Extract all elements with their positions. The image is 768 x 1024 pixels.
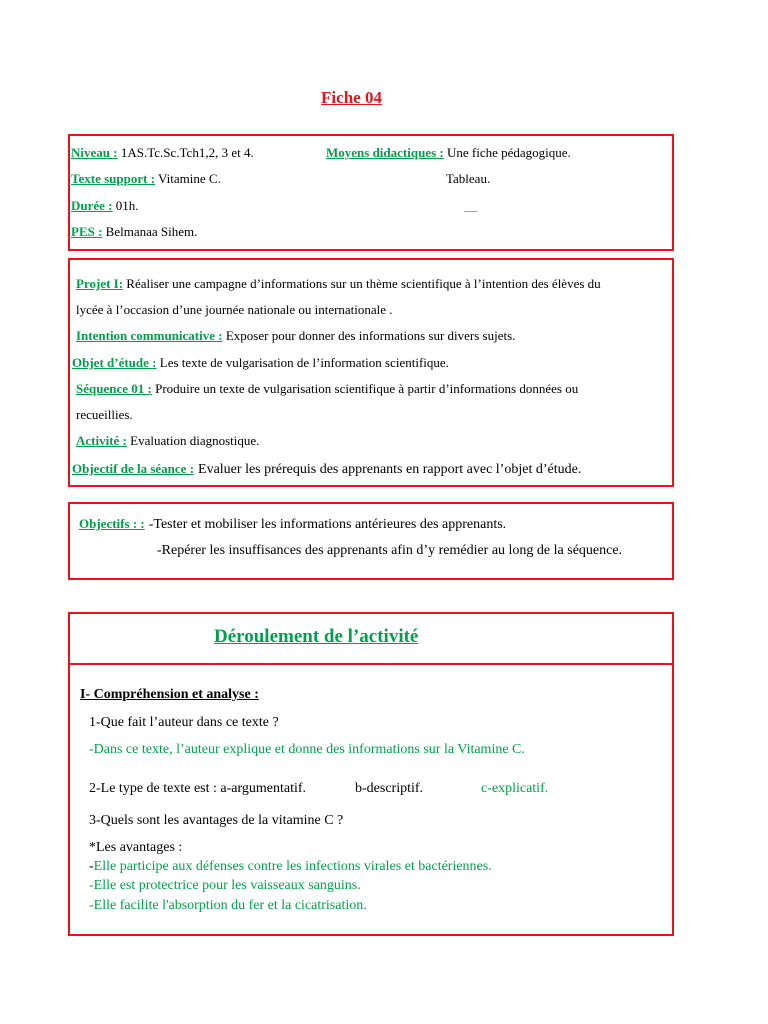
sequence-line1: Produire un texte de vulgarisation scientifique à partir d’informations données ou	[155, 381, 579, 396]
duree-value: 01h.	[115, 198, 139, 213]
objectifs-line2: -Repérer les insuffisances des apprenants afin d’y remédier au long de la séquence.	[157, 543, 623, 558]
projet-line2: lycée à l’occasion d’une journée nationale ou internationale .	[76, 302, 393, 317]
sequence-row	[76, 381, 578, 397]
projet-label: Projet I:	[76, 276, 124, 291]
pes-value: Belmanaa Sihem.	[105, 224, 198, 239]
objectifs-box	[68, 502, 674, 580]
avantage-2: -Elle est protectrice pour les vaisseaux sanguins.	[89, 878, 361, 893]
objectif-seance-label: Objectif de la séance :	[72, 461, 195, 476]
avantage-1-row	[89, 859, 492, 875]
duree-dash: __	[464, 198, 477, 213]
avantage-3: -Elle facilite l'absorption du fer et la cicatrisation.	[89, 898, 367, 913]
question-2: 2-Le type de texte est : a-argumentatif.	[89, 781, 307, 796]
duree-row	[71, 198, 139, 214]
avantages-title: *Les avantages :	[89, 840, 183, 855]
sequence-label: Séquence 01 :	[76, 381, 152, 396]
intention-value: Exposer pour donner des informations sur divers sujets.	[225, 328, 516, 343]
sequence-line2: recueillies.	[76, 407, 133, 422]
question-1: 1-Que fait l’auteur dans ce texte ?	[89, 715, 279, 730]
question-3: 3-Quels sont les avantages de la vitamine C ?	[89, 813, 344, 828]
objectifs-line1: -Tester et mobiliser les informations antérieures des apprenants.	[148, 517, 507, 532]
objectifs-label: Objectifs : :	[79, 516, 145, 531]
objet-row	[72, 355, 449, 371]
objectif-seance-value: Evaluer les prérequis des apprenants en rapport avec l’objet d’étude.	[198, 462, 582, 477]
niveau-label: Niveau :	[71, 145, 118, 160]
moyens-value-2: Tableau.	[446, 171, 491, 186]
moyens-row	[326, 145, 571, 161]
duree-label: Durée :	[71, 198, 113, 213]
activite-row	[76, 433, 259, 449]
objectifs-row	[79, 515, 506, 533]
objet-value: Les texte de vulgarisation de l’information scientifique.	[159, 355, 449, 370]
page-title: Fiche 04	[321, 88, 382, 107]
projet-box	[68, 258, 674, 487]
pes-label: PES :	[71, 224, 103, 239]
objectif-seance-row	[72, 460, 581, 478]
section-title: I- Compréhension et analyse :	[80, 687, 259, 702]
question-2-option-c: c-explicatif.	[481, 781, 549, 796]
niveau-value: 1AS.Tc.Sc.Tch1,2, 3 et 4.	[120, 145, 254, 160]
projet-line1: Réaliser une campagne d’informations sur un thème scientifique à l’intention des élèves du	[126, 276, 601, 291]
moyens-value: Une fiche pédagogique.	[446, 145, 571, 160]
projet-row	[76, 276, 601, 292]
moyens-label: Moyens didactiques :	[326, 145, 444, 160]
pes-row	[71, 224, 197, 240]
intention-row	[76, 328, 515, 344]
texte-support-label: Texte support :	[71, 171, 156, 186]
texte-support-row	[71, 171, 221, 187]
activite-label: Activité :	[76, 433, 127, 448]
niveau-row	[71, 145, 254, 161]
question-2-option-b: b-descriptif.	[355, 781, 424, 796]
avantage-1: Elle participe aux défenses contre les infections virales et bactériennes.	[93, 859, 492, 874]
answer-1: -Dans ce texte, l’auteur explique et donne des informations sur la Vitamine C.	[89, 742, 525, 757]
texte-support-value: Vitamine C.	[158, 171, 221, 186]
deroulement-divider	[68, 663, 674, 665]
avantage-1-dash: -	[89, 859, 94, 874]
deroulement-heading: Déroulement de l’activité	[214, 626, 419, 647]
activite-value: Evaluation diagnostique.	[130, 433, 260, 448]
intention-label: Intention communicative :	[76, 328, 223, 343]
objet-label: Objet d’étude :	[72, 355, 157, 370]
